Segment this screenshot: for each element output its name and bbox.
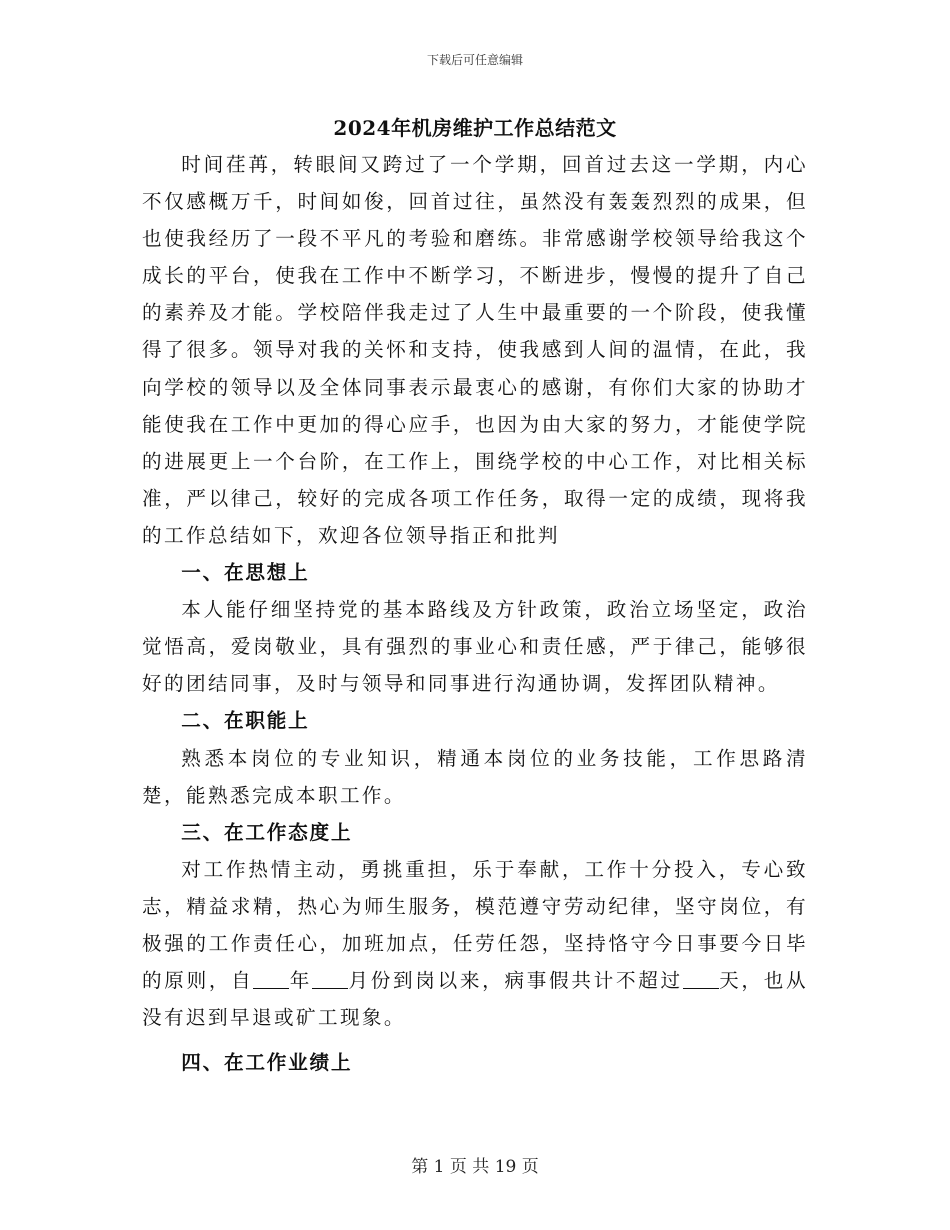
section-heading-thought: 一、在思想上: [181, 561, 310, 585]
section-heading-attitude: 三、在工作态度上: [181, 820, 353, 844]
page-number-footer: 第 1 页 共 19 页: [411, 1157, 539, 1177]
section-heading-function: 二、在职能上: [181, 709, 310, 733]
blank-days-field: [683, 968, 719, 989]
page-header-note: 下载后可任意编辑: [426, 53, 523, 67]
document-title: 2024年机房维护工作总结范文: [333, 116, 617, 140]
section-text-attitude: [142, 851, 808, 1036]
section-heading-performance: 四、在工作业绩上: [181, 1051, 353, 1075]
document-body: [142, 146, 808, 1081]
blank-year-field: [253, 968, 289, 989]
attitude-text-part3: 月份到岗以来，病事假共计不超过: [348, 969, 683, 993]
attitude-text-part2: 年: [289, 969, 313, 993]
intro-paragraph: 时间荏苒，转眼间又跨过了一个学期，回首过去这一学期，内心不仅感概万千，时间如俊，回首过往，虽然没有轰轰烈烈的成果，但也使我经历了一段不平凡的考验和磨练。非常感谢学校领导给我这个成长的平台，使我在工作中不断学习，不断进步，慢慢的提升了自己的素养及才能。学校陪伴我走过了人生中最重要的一个阶段，使我懂得了很多。领导对我的关怀和支持，使我感到人间的温情，在此，我向学校的领导以及全体同事表示最衷心的感谢，有你们大家的协助才能使我在工作中更加的得心应手，也因为由大家的努力，才能使学院的进展更上一个台阶，在工作上，围绕学校的中心工作，对比相关标准，严以律己，较好的完成各项工作任务，取得一定的成绩，现将我的工作总结如下，欢迎各位领导指正和批判: [142, 153, 808, 547]
blank-month-field: [312, 968, 348, 989]
attitude-text-part4: 天，也从没有迟到早退或矿工现象。: [142, 969, 809, 1030]
section-text-thought: 本人能仔细坚持党的基本路线及方针政策，政治立场坚定，政治觉悟高，爱岗敬业，具有强烈的事业心和责任感，严于律己，能够很好的团结同事，及时与领导和同事进行沟通协调，发挥团队精神。: [142, 598, 808, 696]
section-text-function: 熟悉本岗位的专业知识，精通本岗位的业务技能，工作思路清楚，能熟悉完成本职工作。: [142, 746, 808, 807]
attitude-text-part1: 对工作热情主动，勇挑重担，乐于奉献，工作十分投入，专心致志，精益求精，热心为师生服务，模范遵守劳动纪律，坚守岗位，有极强的工作责任心，加班加点，任劳任怨，坚持恪守今日事要今日毕的原则，自: [142, 857, 808, 993]
